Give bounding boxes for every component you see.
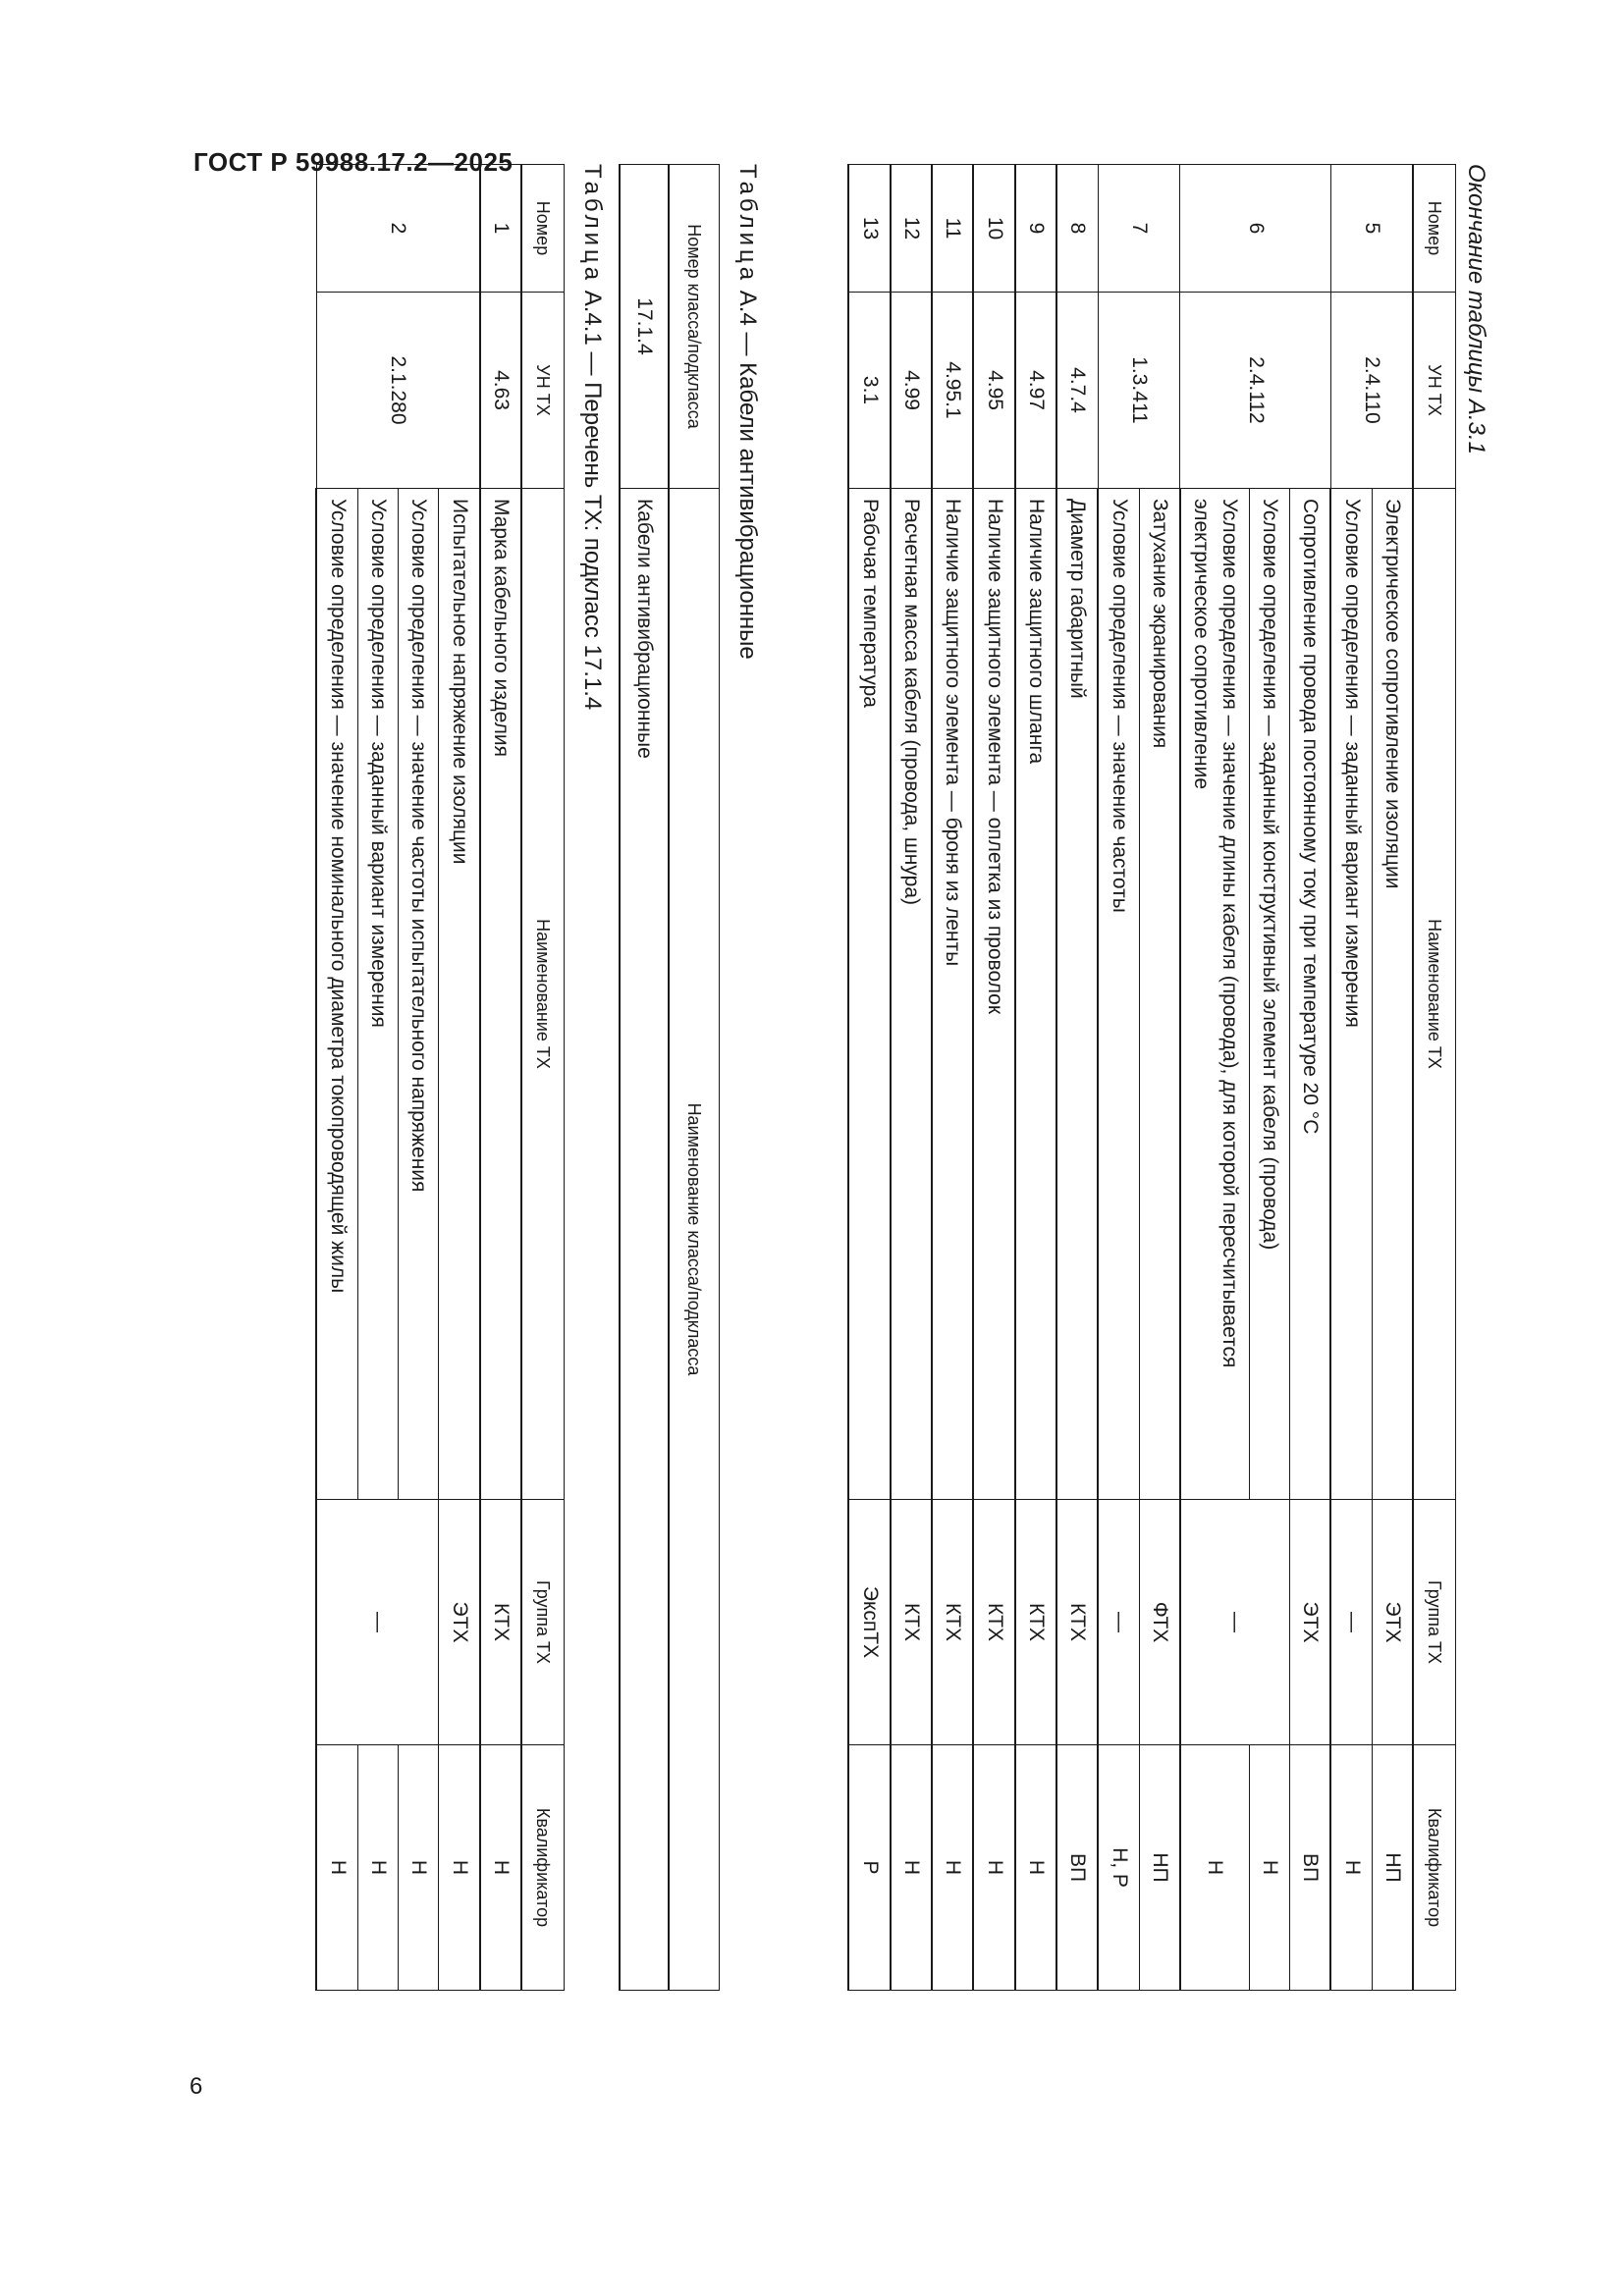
caption-text: А.4 — Кабели антивибрационные bbox=[734, 290, 761, 660]
cell-code: 1.3.411 bbox=[1098, 293, 1180, 489]
cell-code: 4.95 bbox=[973, 293, 1014, 489]
cell-name: Диаметр габаритный bbox=[1056, 489, 1098, 1500]
cell-group: КТХ bbox=[1015, 1500, 1056, 1745]
cell-class-number: 17.1.4 bbox=[620, 165, 669, 489]
table-header-row bbox=[1413, 165, 1456, 1991]
table-row bbox=[932, 165, 973, 1991]
table-a41 bbox=[315, 164, 565, 1991]
cell-name: Условие определения — заданный вариант измерения bbox=[357, 489, 398, 1500]
table-a4-caption bbox=[733, 164, 761, 660]
document-code: ГОСТ Р 59988.17.2—2025 bbox=[193, 147, 514, 177]
cell-qualifier: Н bbox=[973, 1745, 1014, 1991]
cell-name: Условие определения — заданный конструктивный элемент кабеля (провода) bbox=[1249, 489, 1289, 1500]
cell-name: Условие определения — значение номинального диаметра токопроводящей жилы bbox=[316, 489, 357, 1500]
cell-name: Испытательное напряжение изоляции bbox=[439, 489, 480, 1500]
col-header: Квалификатор bbox=[1413, 1745, 1456, 1991]
cell-number: 7 bbox=[1098, 165, 1180, 293]
cell-name: Условие определения — значение частоты bbox=[1098, 489, 1139, 1500]
col-header: УН ТХ bbox=[1413, 293, 1456, 489]
cell-number: 1 bbox=[480, 165, 521, 293]
cell-code: 2.4.112 bbox=[1180, 293, 1330, 489]
cell-number: 2 bbox=[316, 165, 479, 293]
cell-qualifier: Н, Р bbox=[1098, 1745, 1139, 1991]
cell-name: Наличие защитного элемента — броня из ленты bbox=[932, 489, 973, 1500]
cell-group: ЭТХ bbox=[1372, 1500, 1413, 1745]
cell-group: — bbox=[316, 1500, 439, 1745]
cell-code: 2.1.280 bbox=[316, 293, 479, 489]
cell-name: Затухание экранирования bbox=[1139, 489, 1180, 1500]
cell-group: ФТХ bbox=[1139, 1500, 1180, 1745]
cell-group: ЭТХ bbox=[439, 1500, 480, 1745]
cell-qualifier: Н bbox=[1330, 1745, 1372, 1991]
caption-label: Таблица bbox=[579, 164, 606, 285]
table-header-row bbox=[521, 165, 565, 1991]
col-header: Наименование ТХ bbox=[521, 489, 565, 1500]
cell-class-name: Кабели антивибрационные bbox=[620, 489, 669, 1991]
cell-qualifier: Н bbox=[891, 1745, 932, 1991]
col-header: Наименование ТХ bbox=[1413, 489, 1456, 1500]
col-header: Номер bbox=[521, 165, 565, 293]
cell-code: 4.99 bbox=[891, 293, 932, 489]
col-header: Номер класса/подкласса bbox=[669, 165, 720, 489]
caption-text: А.4.1 — Перечень ТХ: подкласс 17.1.4 bbox=[579, 290, 606, 711]
table-a41-caption bbox=[578, 164, 606, 710]
rotated-content bbox=[193, 164, 1499, 2157]
cell-qualifier: Н bbox=[932, 1745, 973, 1991]
cell-group: — bbox=[1098, 1500, 1139, 1745]
table-a4 bbox=[619, 164, 720, 1991]
cell-name: Условие определения — значение частоты испытательного напряжения bbox=[398, 489, 438, 1500]
table-row bbox=[480, 165, 521, 1991]
cell-code: 4.63 bbox=[480, 293, 521, 489]
cell-number: 9 bbox=[1015, 165, 1056, 293]
cell-number: 6 bbox=[1180, 165, 1330, 293]
cell-name: Сопротивление провода постоянному току при температуре 20 °С bbox=[1289, 489, 1330, 1500]
cell-group: — bbox=[1180, 1500, 1290, 1745]
col-header: Группа ТХ bbox=[1413, 1500, 1456, 1745]
cell-number: 10 bbox=[973, 165, 1014, 293]
cell-name: Рабочая температура bbox=[848, 489, 890, 1500]
cell-name: Наличие защитного элемента — оплетка из проволок bbox=[973, 489, 1014, 1500]
cell-qualifier: Н bbox=[1180, 1745, 1249, 1991]
cell-qualifier: Р bbox=[848, 1745, 890, 1991]
cell-name: Марка кабельного изделия bbox=[480, 489, 521, 1500]
cell-code: 2.4.110 bbox=[1330, 293, 1413, 489]
table-row bbox=[620, 165, 669, 1991]
col-header: Квалификатор bbox=[521, 1745, 565, 1991]
table-a31-caption: Окончание таблицы А.3.1 bbox=[1463, 164, 1489, 454]
cell-number: 12 bbox=[891, 165, 932, 293]
cell-group: ЭкспТХ bbox=[848, 1500, 890, 1745]
table-row bbox=[1372, 165, 1413, 1991]
table-row bbox=[891, 165, 932, 1991]
cell-group: — bbox=[1330, 1500, 1372, 1745]
cell-name: Условие определения — заданный вариант измерения bbox=[1330, 489, 1372, 1500]
cell-qualifier: Н bbox=[1015, 1745, 1056, 1991]
cell-number: 5 bbox=[1330, 165, 1413, 293]
table-row bbox=[848, 165, 890, 1991]
page-number: 6 bbox=[189, 2073, 203, 2100]
table-row bbox=[973, 165, 1014, 1991]
cell-qualifier: ВП bbox=[1289, 1745, 1330, 1991]
cell-code: 4.97 bbox=[1015, 293, 1056, 489]
col-header: УН ТХ bbox=[521, 293, 565, 489]
cell-qualifier: НП bbox=[1372, 1745, 1413, 1991]
table-row bbox=[1289, 165, 1330, 1991]
col-header: Группа ТХ bbox=[521, 1500, 565, 1745]
cell-group: КТХ bbox=[1056, 1500, 1098, 1745]
cell-qualifier: ВП bbox=[1056, 1745, 1098, 1991]
table-row bbox=[1056, 165, 1098, 1991]
table-row bbox=[1015, 165, 1056, 1991]
table-row bbox=[439, 165, 480, 1991]
cell-name: Расчетная масса кабеля (провода, шнура) bbox=[891, 489, 932, 1500]
cell-number: 13 bbox=[848, 165, 890, 293]
table-row bbox=[1139, 165, 1180, 1991]
cell-name: Условие определения — значение длины кабеля (провода), для которой пересчитывается электрическое сопротивление bbox=[1180, 489, 1249, 1500]
cell-number: 11 bbox=[932, 165, 973, 293]
cell-name: Электрическое сопротивление изоляции bbox=[1372, 489, 1413, 1500]
table-a31 bbox=[847, 164, 1456, 1991]
cell-group: КТХ bbox=[973, 1500, 1014, 1745]
cell-qualifier: НП bbox=[1139, 1745, 1180, 1991]
cell-name: Наличие защитного шланга bbox=[1015, 489, 1056, 1500]
caption-label: Таблица bbox=[734, 164, 761, 285]
cell-number: 8 bbox=[1056, 165, 1098, 293]
cell-group: КТХ bbox=[480, 1500, 521, 1745]
cell-qualifier: Н bbox=[1249, 1745, 1289, 1991]
cell-code: 3.1 bbox=[848, 293, 890, 489]
cell-qualifier: Н bbox=[357, 1745, 398, 1991]
cell-group: КТХ bbox=[932, 1500, 973, 1745]
cell-code: 4.95.1 bbox=[932, 293, 973, 489]
cell-group: КТХ bbox=[891, 1500, 932, 1745]
col-header: Наименование класса/подкласса bbox=[669, 489, 720, 1991]
cell-group: ЭТХ bbox=[1289, 1500, 1330, 1745]
cell-qualifier: Н bbox=[398, 1745, 438, 1991]
cell-qualifier: Н bbox=[439, 1745, 480, 1991]
table-header-row bbox=[669, 165, 720, 1991]
cell-code: 4.7.4 bbox=[1056, 293, 1098, 489]
cell-qualifier: Н bbox=[316, 1745, 357, 1991]
cell-qualifier: Н bbox=[480, 1745, 521, 1991]
col-header: Номер bbox=[1413, 165, 1456, 293]
